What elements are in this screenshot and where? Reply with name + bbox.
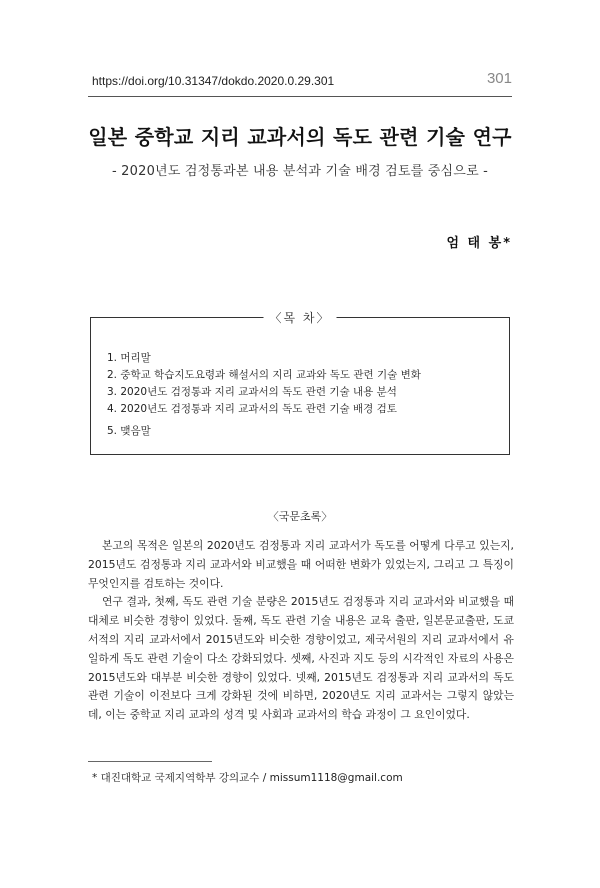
abstract-body — [88, 537, 514, 725]
toc-item: 5. 맺음말 — [107, 425, 151, 437]
table-of-contents — [90, 311, 510, 455]
abstract-heading: 〈국문초록〉 — [267, 510, 333, 523]
page-number: 301 — [486, 70, 512, 87]
header-divider — [88, 96, 512, 97]
toc-heading: 〈목 차〉 — [264, 309, 337, 326]
footnote-divider — [88, 761, 212, 762]
toc-list — [107, 350, 421, 440]
toc-item: 4. 2020년도 검정통과 지리 교과서의 독도 관련 기술 배경 검토 — [107, 403, 397, 415]
toc-item: 2. 중학교 학습지도요령과 해설서의 지리 교과와 독도 관련 기술 변화 — [107, 369, 421, 381]
author-name: 엄 태 봉* — [446, 236, 512, 251]
abstract-paragraph: 본고의 목적은 일본의 2020년도 검정통과 지리 교과서가 독도를 어떻게 다루고 있는지, 2015년도 검정통과 지리 교과서와 비교했을 때 어떠한 변화가 있었는지, 그리고 그 특징이 무엇인지를 검토하는 것이다. — [88, 539, 514, 590]
doi-link[interactable]: https://doi.org/10.31347/dokdo.2020.0.29.301 — [92, 74, 335, 88]
toc-item: 1. 머리말 — [107, 352, 151, 364]
toc-item: 3. 2020년도 검정통과 지리 교과서의 독도 관련 기술 내용 분석 — [107, 386, 397, 398]
paper-title: 일본 중학교 지리 교과서의 독도 관련 기술 연구 — [88, 125, 512, 149]
paper-subtitle: - 2020년도 검정통과본 내용 분석과 기술 배경 검토를 중심으로 - — [111, 164, 489, 179]
abstract-paragraph: 연구 결과, 첫째, 독도 관련 기술 분량은 2015년도 검정통과 지리 교과서와 비교했을 때 대체로 비슷한 경향이 있었다. 둘째, 독도 관련 기술 내용은 교육 출판, 일본문교출판, 도쿄서적의 지리 교과서에서 2015년도와 비슷한 경향이었고, 제국서원의 지리 교과서에서 유일하게 독도 관련 기술이 다소 강화되었다. 셋째, 사진과 지도 등의 시각적인 자료의 사용은 2015년도와 대부분 비슷한 경향이 있었다. 넷째, 2015년도 검정통과 지리 교과서의 독도 관련 기술이 이전보다 크게 강화된 것에 비하면, 2020년도 지리 교과서는 그렇지 않았는데, 이는 중학교 지리 교과의 성격 및 사회과 교과서의 학습 과정이 그 요인이었다. — [88, 595, 514, 722]
author-footnote: * 대진대학교 국제지역학부 강의교수 / missum1118@gmail.com — [92, 772, 403, 784]
